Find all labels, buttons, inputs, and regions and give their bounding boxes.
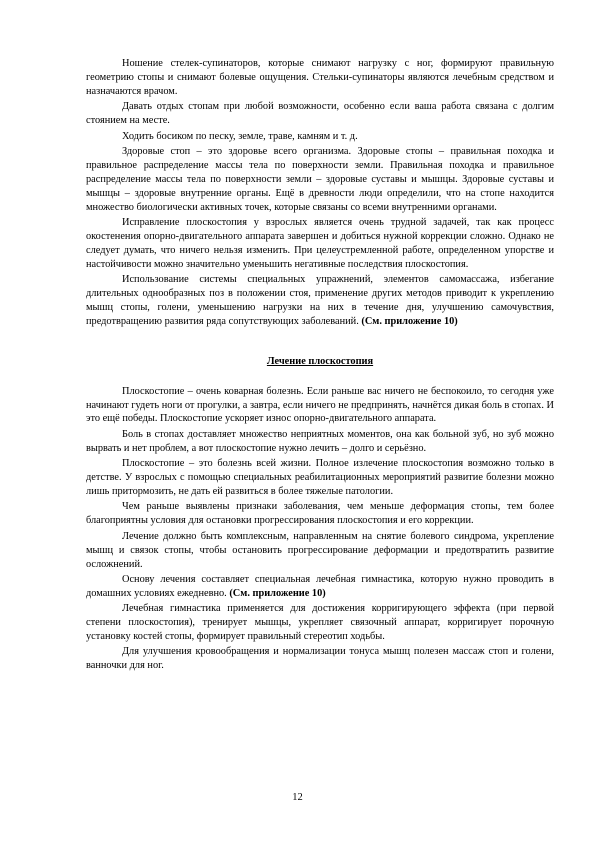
paragraph-rest: Давать отдых стопам при любой возможности, особенно если ваша работа связана с долгим стоянием на месте.: [86, 101, 554, 127]
paragraph-early-detection: Чем раньше выявлены признаки заболевания, чем меньше деформация стопы, тем более благоприятны условия для остановки прогрессирования плоскостопия и его коррекции.: [86, 501, 554, 527]
paragraph-therapeutic-gymnastics-text: Основу лечения составляет специальная лечебная гимнастика, которую нужно проводить в домашних условиях ежедневно.: [86, 573, 554, 599]
paragraph-healthy-feet: Здоровые стоп – это здоровье всего организма. Здоровые стопы – правильная походка и правильное распределение массы тела по поверхности земли. Правильная походка и правильное распределение массы тела по поверхности земли – здоровые суставы и мышцы. Здоровые суставы и мышцы – здоровые внутренние органы. Ещё в древности люди определили, что на стопе находится множество биологически активных точек, которые связаны со всеми внутренними органами.: [86, 145, 554, 213]
appendix-reference: (См. приложение 10): [361, 315, 458, 327]
paragraph-insoles: Ношение стелек-супинаторов, которые снимают нагрузку с ног, формируют правильную геометрию стопы и снимают болевые ощущения. Стельки-супинаторы являются лечебным средством и назначаются врачом.: [86, 58, 554, 97]
paragraph-correction-adults: Исправление плоскостопия у взрослых является очень трудной задачей, так как процесс окостенения опорно-двигательного аппарата завершен и добиться нужной коррекции сложно. Однако не следует думать, что ничего нельзя изменить. При целеустремленной работе, определенном упорстве и настойчивости можно значительно уменьшить негативные последствия плоскостопия.: [86, 216, 554, 270]
paragraph-therapeutic-gymnastics: [86, 573, 554, 601]
appendix-reference: (См. приложение 10): [229, 587, 326, 599]
paragraph-exercise-system: [86, 273, 554, 329]
paragraph-lifelong-disease: Плоскостопие – это болезнь всей жизни. Полное излечение плоскостопия возможно только в детстве. У взрослых с помощью специальных реабилитационных мероприятий развитие болезни можно лишь притормозить, не дать ей развиться в более тяжелые патологии.: [86, 458, 554, 497]
document-page: [86, 57, 554, 673]
paragraph-insidious-disease: Плоскостопие – очень коварная болезнь. Если раньше вас ничего не беспокоило, то сегодня уже начинают гудеть ноги от прогулки, а завтра, если ничего не предпринять, начнётся дикая боль в стопах. И это ещё победы. Плоскостопие ускоряет износ опорно-двигательного аппарата.: [86, 385, 554, 425]
paragraph-barefoot: Ходить босиком по песку, земле, траве, камням и т. д.: [122, 130, 358, 142]
section-heading: Лечение плоскостопия: [266, 355, 374, 367]
paragraph-foot-pain: Боль в стопах доставляет множество неприятных моментов, она как больной зуб, но зуб можно вырвать и нет проблем, а вот плоскостопие нужно лечить – долго и серьёзно.: [86, 428, 554, 454]
page-number: 12: [292, 792, 303, 803]
paragraph-complex-treatment: Лечение должно быть комплексным, направленным на снятие болевого синдрома, укрепление мышц и связок стопы, чтобы остановить прогрессирование деформации и предотвратить развитие осложнений.: [86, 530, 554, 570]
paragraph-exercise-system-text: Использование системы специальных упражнений, элементов самомассажа, избегание длительных однообразных поз в положении стоя, применение других методов приводит к укреплению мышц стопы, голени, уменьшению нагрузки на них в течение дня, улучшению самочувствия, предотвращению развития ряда сопутствующих заболеваний.: [86, 274, 554, 327]
paragraph-massage: Для улучшения кровообращения и нормализации тонуса мышц полезен массаж стоп и голени, ванночки для ног.: [86, 646, 554, 672]
paragraph-gymnastics-effect: Лечебная гимнастика применяется для достижения корригирующего эффекта (при первой степени плоскостопия), тренирует мышцы, укрепляет связочный аппарат, корригирует порочную установку костей стопы, формирует правильный стереотип ходьбы.: [86, 603, 554, 643]
